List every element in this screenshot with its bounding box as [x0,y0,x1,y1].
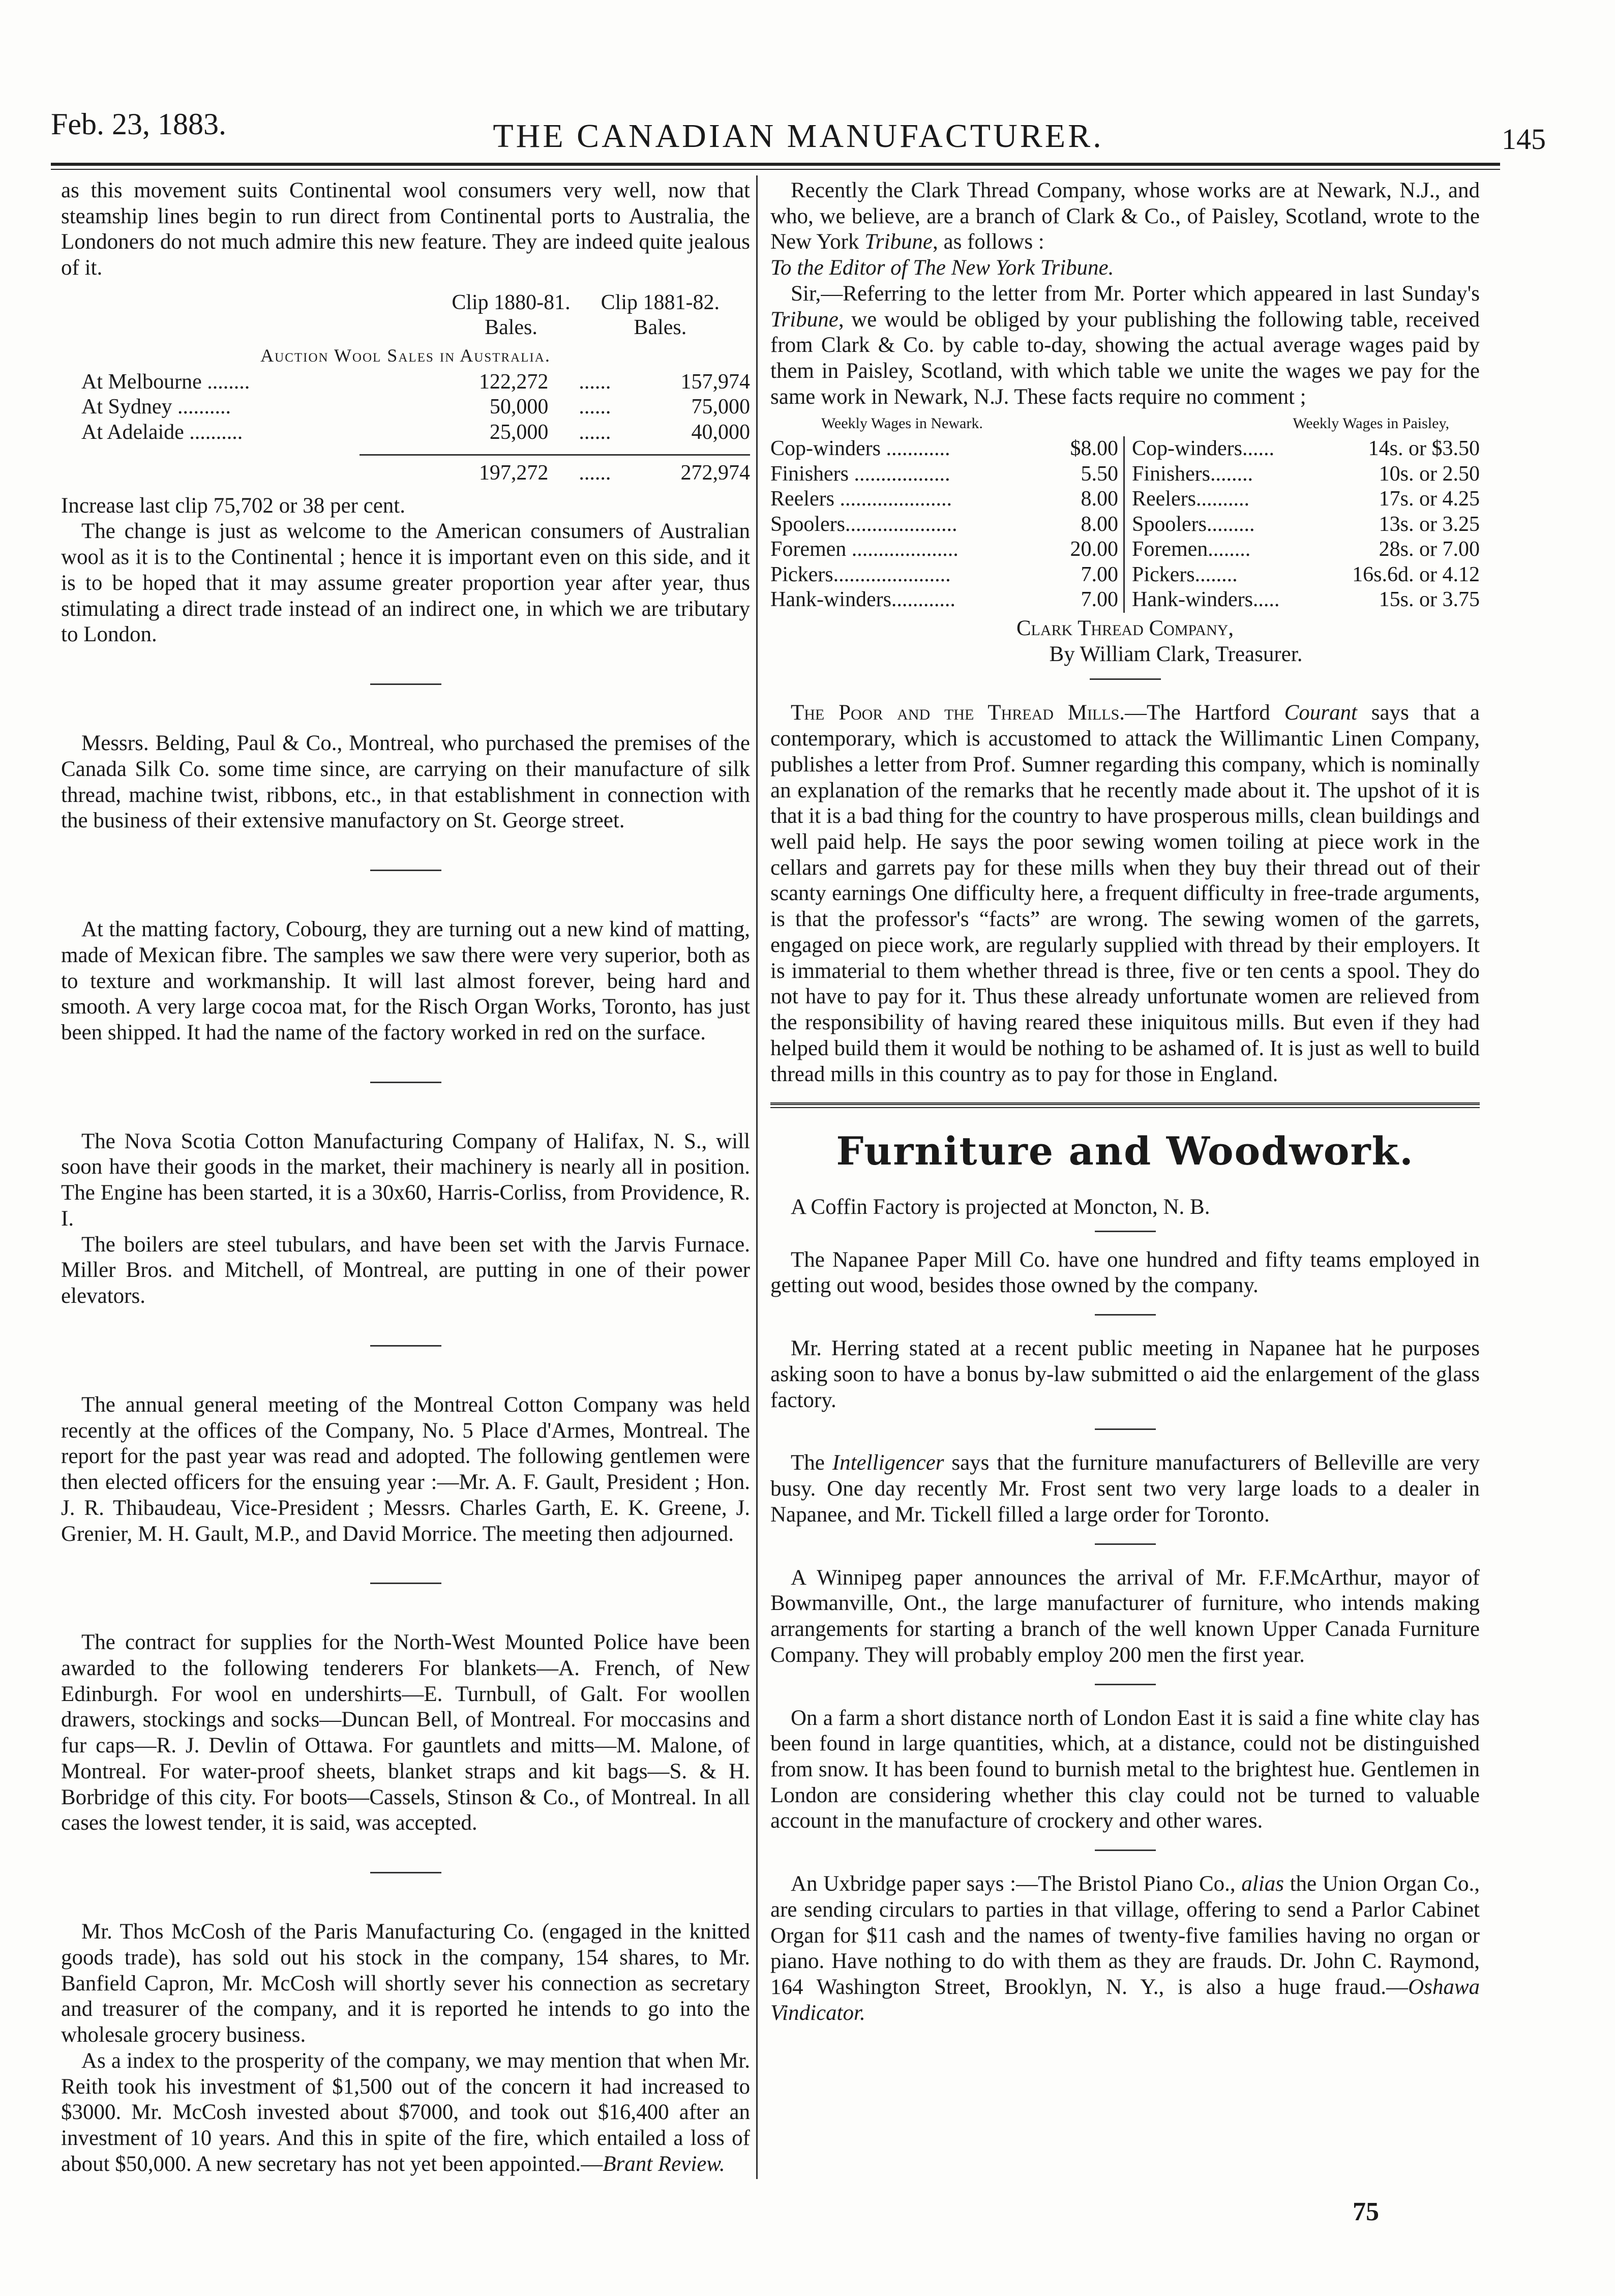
article-separator [1095,1850,1156,1851]
matting-factory-article: At the matting factory, Cobourg, they are turning out a new kind of matting, made of Mexican fibre. The samples we saw there were very superior, both as to texture and workmanship. It will last almost forever, being hard and smooth. A very large cocoa mat, for the Risch Organ Works, Toronto, has just been shipped. It had the name of the factory worked in red on the surface. [61,917,750,1045]
article-separator [1095,1428,1156,1430]
signature-company: Clark Thread Company, [1016,616,1234,640]
signature-name: By William Clark, Treasurer. [1049,642,1303,666]
source-citation: Brant Review. [603,2152,725,2176]
table-row: Cop-winders ............ $8.00 [770,437,1118,460]
left-column [61,178,750,2177]
page-header [51,107,1546,163]
table-total-row: 197,272 ...... 272,974 [81,454,750,486]
wages-table-headings: Weekly Wages in Newark. Weekly Wages in Paisley, [821,414,1449,432]
article-separator [1090,678,1161,680]
section-title-furniture: Furniture and Woodwork. [836,1128,1414,1174]
table-row: Foremen .................... 20.00 [770,538,1118,561]
article-separator [1095,1684,1156,1685]
right-column [770,178,1480,2036]
clip-1881-heading: Clip 1881-82. Bales. [601,290,720,340]
table-row: Reelers ..................... 8.00 [770,487,1118,511]
article-separator [370,870,441,871]
belleville-furniture-item: The Intelligencer says that the furniture manufacturers of Belleville are very busy. One day recently Mr. Frost sent two very large loads to a dealer in Napanee, and Mr. Tickell filled a large order for Toronto. [770,1451,1480,1527]
increase-line: Increase last clip 75,702 or 38 per cent. [61,493,405,518]
table-row: Pickers........ 16s.6d. or 4.12 [1132,562,1480,586]
source-citation: Oshawa Vindicator. [770,1975,1480,2025]
article-separator [370,1345,441,1347]
bristol-piano-fraud-item: An Uxbridge paper says :—The Bristol Piano Co., alias the Union Organ Co., are sending circulars to parties in that village, offering to send a Parlor Cabinet Organ for $11 cash and the names of twenty-five families having no organ or piano. Have nothing to do with them as they are frauds. Dr. John C. Raymond, 164 Washington Street, Brooklyn, N. Y., is also a huge fraud.—Oshawa Vindicator. [770,1872,1480,2025]
wool-article-conclusion: The change is just as welcome to the American consumers of Australian wool as it is to the Continental ; hence it is important even on this side, and it is to be hoped that it may assume greater proportion year after year, thus stimulating a direct trade instead of an indirect one, in which we are tributary to London. [61,519,750,647]
wool-article-text: as this movement suits Continental wool consumers very well, now that steamship lines begin to run direct from Continental ports to Australia, the Londoners do not much admire this new feature. They are indeed quite jealous of it. [61,178,750,280]
table-row: Finishers .................. 5.50 [770,462,1118,486]
clip-headings [61,290,750,341]
article-separator [370,1872,441,1873]
poor-thread-mills-article: The Poor and the Thread Mills.—The Hartford Courant says that a contemporary, which is accustomed to attack the Willimantic Linen Company, publishes a letter from Prof. Sumner regarding this company, which is nominally an explanation of the remarks that he recently made about it. The upshot of it is that it is a bad thing for the country to have prosperous mills, clean buildings and well paid help. He says the poor sewing women toiling at piece work in the cellars and garrets pay for these mills when they buy their thread out of their scanty earnings One difficulty here, a frequent difficulty in free-trade arguments, is that the professor's “facts” are wrong. The sewing women of the garrets, engaged on piece work, are regularly supplied with thread by their employers. It is immaterial to them whether thread is three, five or ten cents a spool. They do not have to pay for it. Thus these already unfortunate women are relieved from the responsibility of having reared these iniquitous mills. But even if they had helped build them it would be nothing to be ashamed of. It is just as well to build thread mills in this country as to pay for those in England. [770,701,1480,1086]
article-separator [1095,1543,1156,1545]
mccosh-investment-text: As a index to the prosperity of the company, we may mention that when Mr. Reith took his investment of $1,500 out of the concern it had increased to $3000. Mr. McCosh invested about $7000, and took out $16,400 after an investment of 10 years. And this in spite of the fire, which entailed a loss of about $50,000. A new secretary has not yet been appointed.—Brant Review. [61,2048,750,2176]
paisley-wages-column [1125,436,1480,613]
coffin-factory-item: A Coffin Factory is projected at Moncton, N. B. [791,1195,1210,1219]
newark-wages-column [770,436,1125,613]
table-row: Foremen........ 28s. or 7.00 [1132,538,1480,561]
clark-thread-intro: Recently the Clark Thread Company, whose works are at Newark, N.J., and who, we believe, are a branch of Clark & Co., of Paisley, Scotland, wrote to the New York Tribune, as follows : [770,178,1480,254]
clark-thread-letter: Sir,—Referring to the letter from Mr. Porter which appeared in last Sunday's Tribune, we would be obliged by your publishing the following table, received from Clark & Co. by cable to-day, showing the actual average wages paid by them in Paisley, Scotland, with which table we unite the wages we pay for the same work in Newark, N.J. These facts require no comment ; [770,281,1480,409]
table-row: Spoolers......... 13s. or 3.25 [1132,512,1480,536]
nova-scotia-cotton-article: The Nova Scotia Cotton Manufacturing Company of Halifax, N. S., will soon have their goods in the market, their machinery is nearly all in position. The Engine has been started, it is a 30x60, Harris-Corliss, from Providence, R. I. [61,1129,750,1231]
montreal-cotton-meeting-article: The annual general meeting of the Montreal Cotton Company was held recently at the offices of the Company, No. 5 Place d'Armes, Montreal. The report for the past year was read and adopted. The following gentlemen were then elected officers for the ensuing year :—Mr. A. F. Gault, President ; Hon. J. R. Thibaudeau, Vice-President ; Messrs. Charles Garth, E. K. Greene, J. Grenier, M. H. Gault, M.P., and David Morrice. The meeting then adjourned. [61,1392,750,1546]
nova-scotia-boilers-text: The boilers are steel tubulars, and have been set with the Jarvis Furnace. Miller Bros. and Mitchell, of Montreal, are putting in one of their power elevators. [61,1232,750,1308]
table-row: Hank-winders............ 7.00 [770,588,1118,612]
article-separator [370,1583,441,1584]
table-row: At Melbourne ........ 122,272 ...... 157,974 [81,370,750,394]
clip-1880-heading: Clip 1880-81. Bales. [452,290,571,340]
article-separator [370,1082,441,1083]
article-separator [1095,1314,1156,1316]
herring-glass-factory-item: Mr. Herring stated at a recent public meeting in Napanee hat he purposes asking soon to have a bonus by-law submitted o aid the enlargement of the glass factory. [770,1336,1480,1412]
issue-date: Feb. 23, 1883. [51,107,226,141]
mcarthur-furniture-item: A Winnipeg paper announces the arrival of Mr. F.F.McArthur, mayor of Bowmanville, Ont., the large manufacturer of furniture, who intends making arrangements for starting a branch of the well known Upper Canada Furniture Company. They will probably employ 200 men the first year. [770,1565,1480,1667]
publication-title: THE CANADIAN MANUFACTURER. [493,117,1104,155]
wool-sales-table [81,370,750,486]
table-row: Pickers...................... 7.00 [770,562,1118,586]
mccosh-article: Mr. Thos McCosh of the Paris Manufacturing Co. (engaged in the knitted goods trade), has sold out his stock in the company, 154 shares, to Mr. Banfield Capron, Mr. McCosh will shortly sever his connection as secretary and treasurer of the company, and it is reported he intends to go into the wholesale grocery business. [61,1920,750,2047]
article-separator [1095,1231,1156,1232]
table-row: At Adelaide .......... 25,000 ...... 40,000 [81,420,750,444]
table-row: Cop-winders...... 14s. or $3.50 [1132,437,1480,460]
wages-table [770,436,1480,613]
wool-table-caption: Auction Wool Sales in Australia. [260,345,551,366]
header-rule [51,163,1500,166]
section-rule [770,1102,1480,1108]
footer-number: 75 [1353,2197,1379,2226]
table-row: Hank-winders..... 15s. or 3.75 [1132,588,1480,612]
napanee-paper-mill-item: The Napanee Paper Mill Co. have one hundred and fifty teams employed in getting out wood, besides those owned by the company. [770,1247,1480,1298]
table-row: Finishers........ 10s. or 2.50 [1132,462,1480,486]
table-row: Reelers.......... 17s. or 4.25 [1132,487,1480,511]
mounted-police-contract-article: The contract for supplies for the North-West Mounted Police have been awarded to the following tenderers For blankets—A. French, of New Edinburgh. For wool en undershirts—E. Turnbull, of Galt. For woollen drawers, stockings and socks—Duncan Bell, of Montreal. For moccasins and fur caps—R. J. Devlin of Ottawa. For gauntlets and mitts—M. Malone, of Montreal. For water-proof sheets, blanket straps and kit bags—S. & H. Borbridge of this city. For boots—Cassels, Stinson & Co., of Montreal. In all cases the lowest tender, it is said, was accepted. [61,1630,750,1835]
white-clay-item: On a farm a short distance north of London East it is said a fine white clay has been found in large quantities, which, at a distance, could not be distinguished from snow. It has been found to burnish metal to the brightest hue. Gentlemen in London are considering whether this clay could not be turned to valuable account in the manufacture of crockery and other wares. [770,1706,1480,1833]
article-separator [370,683,441,685]
table-row: Spoolers..................... 8.00 [770,512,1118,536]
table-row: At Sydney .......... 50,000 ...... 75,000 [81,395,750,419]
header-rule-thin [51,169,1500,170]
belding-paul-article: Messrs. Belding, Paul & Co., Montreal, who purchased the premises of the Canada Silk Co. some time since, are carrying on their manufacture of silk thread, machine twist, ribbons, etc., in that establishment in connection with the business of their extensive manufactory on St. George street. [61,731,750,833]
letter-addressee: To the Editor of The New York Tribune. [770,256,1114,280]
column-divider [756,175,758,2179]
page-number: 145 [1502,123,1546,156]
